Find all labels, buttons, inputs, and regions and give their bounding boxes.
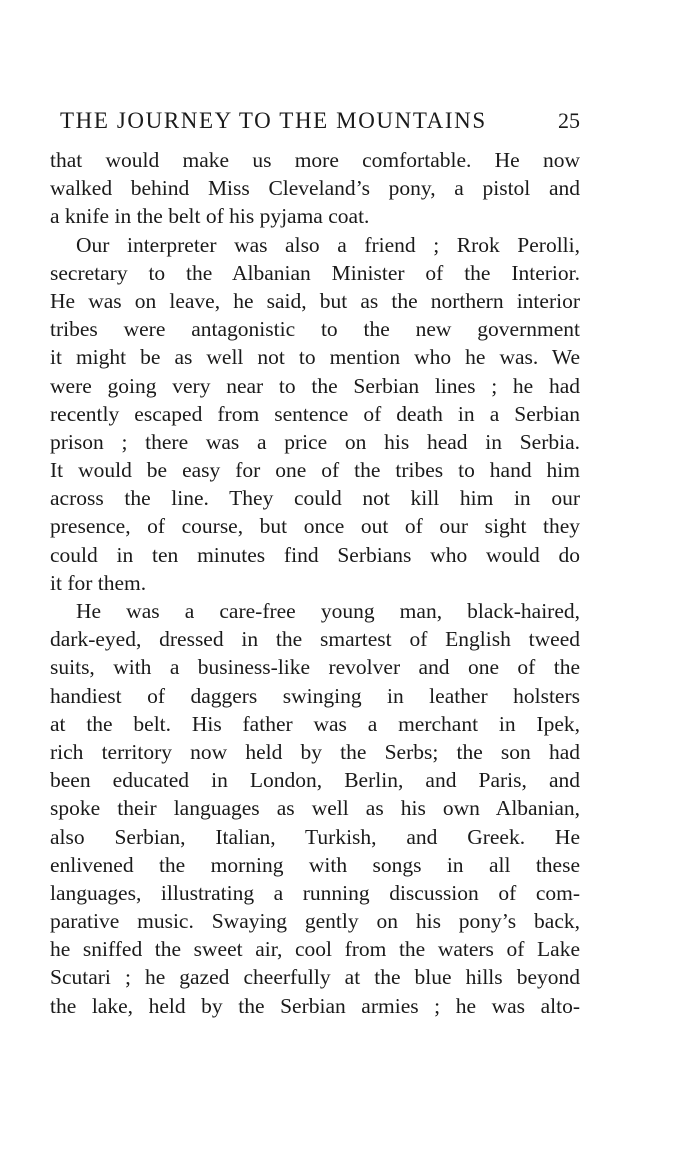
text-line: tribes were antagonistic to the new government [50,317,580,342]
text-line: suits, with a business-like revolver and one of the [50,655,580,680]
text-line: at the belt. His father was a merchant in Ipek, [50,711,580,736]
text-line: languages, illustrating a running discussion of com- [50,880,580,905]
text-line: enlivened the morning with songs in all these [50,852,580,877]
text-line: also Serbian, Italian, Turkish, and Greek. He [50,824,580,849]
text-line: it for them. [50,570,147,595]
text-line: Scutari ; he gazed cheerfully at the blue hills beyond [50,965,580,990]
chapter-title: THE JOURNEY TO THE MOUNTAINS [60,108,487,133]
text-line: rich territory now held by the Serbs; the son had [50,739,580,764]
text-line: were going very near to the Serbian lines ; he had [50,373,580,398]
text-line: across the line. They could not kill him in our [50,486,580,511]
paragraph-2 [50,231,580,597]
text-line: He was a care-free young man, black-haired, [76,599,580,623]
text-line: presence, of course, but once out of our sight they [50,514,580,539]
text-line: prison ; there was a price on his head in Serbia. [50,429,580,454]
text-line: secretary to the Albanian Minister of the Interior. [50,260,580,285]
text-line: It would be easy for one of the tribes to hand him [50,458,580,483]
text-line: that would make us more comfortable. He now [50,148,580,172]
text-line: could in ten minutes find Serbians who would do [50,542,580,567]
text-line: spoke their languages as well as his own Albanian, [50,796,580,821]
book-page [50,108,580,1020]
text-line: Our interpreter was also a friend ; Rrok Perolli, [76,232,580,257]
text-line: He was on leave, he said, but as the northern interior [50,288,580,313]
text-line: the lake, held by the Serbian armies ; he was alto- [50,993,580,1018]
text-line: parative music. Swaying gently on his pony’s back, [50,909,580,934]
paragraph-3 [50,597,580,1020]
text-line: been educated in London, Berlin, and Paris, and [50,768,580,793]
text-line: a knife in the belt of his pyjama coat. [50,204,370,229]
text-line: handiest of daggers swinging in leather holsters [50,683,580,708]
text-line: recently escaped from sentence of death in a Serbian [50,401,580,426]
text-line: it might be as well not to mention who he was. We [50,345,580,370]
text-line: dark-eyed, dressed in the smartest of English tweed [50,627,580,652]
paragraph-1 [50,146,580,231]
text-line: walked behind Miss Cleveland’s pony, a pistol and [50,176,580,201]
text-line: he sniffed the sweet air, cool from the waters of Lake [50,937,580,962]
running-head [60,108,580,146]
page-number: 25 [558,108,580,133]
